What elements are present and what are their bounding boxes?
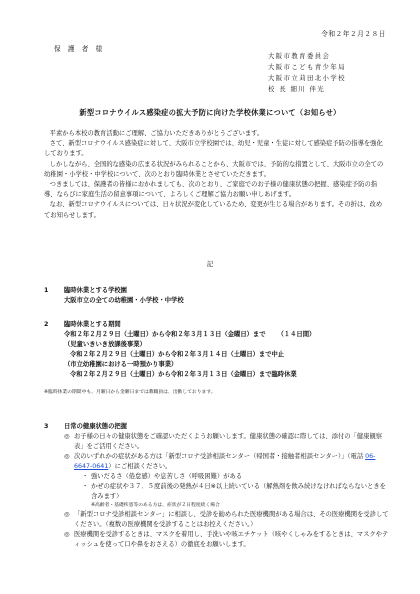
health-item xyxy=(44,452,389,472)
consult-text: 次のいずれかの症状がある方は「新型コロナ受診相談センター（帰国者・接触者相談センター）」（電話 xyxy=(74,453,366,460)
section-1 xyxy=(44,286,389,306)
ki-heading: 記 xyxy=(206,260,214,268)
section-2-heading xyxy=(44,320,389,330)
intro-paragraph: しかしながら、全国的な感染の広まる状況がみられることから、大阪市では、予防的な措置として、大阪市立の全ての幼稚園・小学校・中学校について、次のとおり臨時休業とさせていただきます。 xyxy=(44,160,384,178)
main-period-dates: 令和２年２月２９日（土曜日）から令和２年３月１３日（金曜日）まで xyxy=(64,331,266,338)
phone-link[interactable]: 06-6647-0641 xyxy=(74,453,376,470)
sender-line: 大阪市こども青少年局 xyxy=(268,63,346,71)
section-1-body: 大阪市立の全ての幼稚園・小学校・中学校 xyxy=(64,297,184,304)
health-item xyxy=(44,432,389,452)
afterschool-period: 令和２年２月２９日（土曜日）から令和２年３月１４日（土曜日）まで中止 xyxy=(70,351,285,358)
document-title: 新型コロナウイルス感染症の拡大予防に向けた学校休業について（お知らせ） xyxy=(79,108,341,117)
health-item-text xyxy=(74,452,389,472)
symptom-text: 強いだるさ（倦怠感）や息苦しさ（呼吸困難）がある xyxy=(91,473,243,480)
bullet-icon: ・ xyxy=(82,473,89,480)
afterschool-label: （児童いきいき放課後事業） xyxy=(64,341,146,348)
intro-paragraph: つきましては、保護者の皆様におかれましても、次のとおり、ご家庭でのお子様の健康状態の把握、感染症予防の指導、ならびに家庭生活の留意事項について、よろしくご理解ご協力お願い申しあげます。 xyxy=(44,181,378,199)
intro-body xyxy=(44,129,386,221)
double-circle-icon: ◎ xyxy=(64,453,70,460)
health-item-text: お子様の日々の健康状態をご確認いただくようお願いします。健康状態の確認に際しては、添付の「健康観察表」をご活用ください。 xyxy=(74,433,383,450)
sender-block xyxy=(268,51,346,95)
sender-line: 大阪市立苅田北小学校 xyxy=(268,74,346,82)
section-1-title: 臨時休業とする学校園 xyxy=(64,287,127,294)
section-2-title: 臨時休業とする期間 xyxy=(64,321,121,328)
intro-paragraph: 平素から本校の教育活動にご理解、ご協力いただきありがとうございます。 xyxy=(49,130,264,137)
section-3 xyxy=(44,422,389,550)
symptom-text: かぜの症状や３７．５度前後の発熱が４日※以上続いている（解熱剤を飲み続けなければならないときを含みます） xyxy=(91,483,386,500)
double-circle-icon: ◎ xyxy=(64,433,70,440)
section-3-title: 日常の健康状態の把握 xyxy=(64,423,127,430)
section-2 xyxy=(44,320,389,397)
sender-line: 校 長 細川 伴光 xyxy=(268,85,326,93)
section-3-heading xyxy=(44,422,389,432)
section-number: 2 xyxy=(44,321,49,328)
staff-note: ※臨時休業の期間中も、月曜日から金曜日までは教職員は、出勤しております。 xyxy=(44,390,216,395)
kindergarten-label: （市立幼稚園における一時預かり事業） xyxy=(64,361,178,368)
symptom-item xyxy=(44,482,389,502)
section-number: 1 xyxy=(44,287,49,294)
kindergarten-period: 令和２年２月２９日（土曜日）から令和２年３月１３日（金曜日）まで臨時休業 xyxy=(70,371,297,378)
main-period xyxy=(44,330,389,340)
consult-text-end: ）にご相談ください。 xyxy=(108,463,172,470)
symptom-item xyxy=(44,472,389,482)
section-1-heading xyxy=(44,286,389,296)
section-number: 3 xyxy=(44,423,49,430)
intro-paragraph: なお、新型コロナウイルスについては、日々状況が変化しているため、変更が生じる場合があります。その折は、改めてお知らせします。 xyxy=(44,201,383,219)
double-circle-icon: ◎ xyxy=(64,531,70,538)
health-item-text: 医療機関を受診するときは、マスクを着用し、手洗いや咳エチケット（咳やくしゃみをするときは、マスクやティッシュを使って口や鼻をおさえる）の徹底をお願いします。 xyxy=(74,531,389,548)
intro-paragraph: さて、新型コロナウイルス感染症に対して、大阪市立学校園では、幼児・児童・生徒に対して感染症予防の指導を強化しております。 xyxy=(44,140,383,158)
double-circle-icon: ◎ xyxy=(64,511,70,518)
sender-line: 大阪市教育委員会 xyxy=(268,52,331,60)
health-item xyxy=(44,530,389,550)
elderly-note: ※高齢者・基礎疾患等のある方は、症状が２日程度続く場合 xyxy=(91,503,220,508)
health-item xyxy=(44,510,389,530)
bullet-icon: ・ xyxy=(82,483,89,490)
recipient: 保 護 者 様 xyxy=(54,45,105,53)
issue-date: 令和２年２月２８日 xyxy=(321,30,386,38)
main-period-days: （１４日間） xyxy=(277,331,316,338)
health-item-text: 「新型コロナ受診相談センター」に相談し、受診を勧められた医療機関がある場合は、その医療機関を受診してください。（複数の医療機関を受診することはお控えください。） xyxy=(74,511,389,528)
